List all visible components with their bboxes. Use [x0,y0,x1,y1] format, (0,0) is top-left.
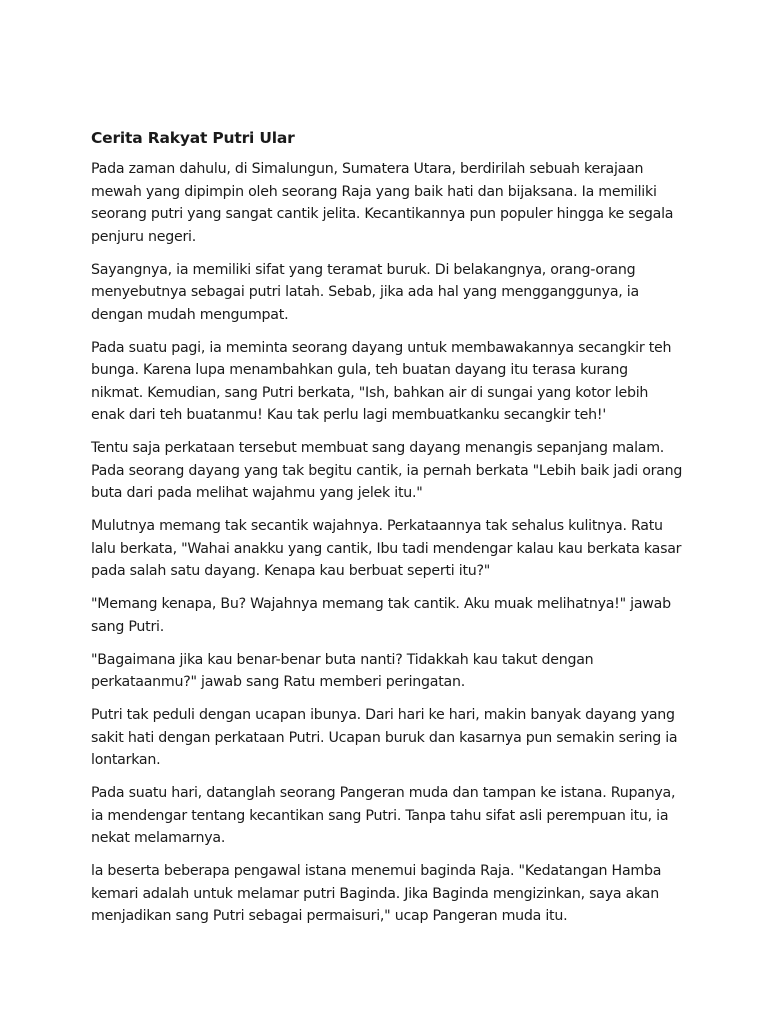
paragraph-7: "Bagaimana jika kau benar-benar buta nanti? Tidakkah kau takut dengan perkataanmu?" jawab sang Ratu memberi peringatan. [91,651,594,690]
document-body [91,127,683,938]
paragraph-6: "Memang kenapa, Bu? Wajahnya memang tak cantik. Aku muak melihatnya!" jawab sang Putri. [91,596,671,635]
paragraph-2: Sayangnya, ia memiliki sifat yang teramat buruk. Di belakangnya, orang-orang menyebutnya sebagai putri latah. Sebab, jika ada hal yang mengganggunya, ia dengan mudah mengumpat. [91,261,639,323]
paragraph-5: Mulutnya memang tak secantik wajahnya. Perkataannya tak sehalus kulitnya. Ratu lalu berkata, "Wahai anakku yang cantik, Ibu tadi mendengar kalau kau berkata kasar pada salah satu dayang. Kenapa kau berbuat seperti itu?" [91,518,682,579]
paragraph-8: Putri tak peduli dengan ucapan ibunya. Dari hari ke hari, makin banyak dayang yang sakit hati dengan perkataan Putri. Ucapan buruk dan kasarnya pun semakin sering ia lontarkan. [91,707,678,768]
document-title: Cerita Rakyat Putri Ular [91,129,295,147]
paragraph-9: Pada suatu hari, datanglah seorang Pangeran muda dan tampan ke istana. Rupanya, ia mendengar tentang kecantikan sang Putri. Tanpa tahu sifat asli perempuan itu, ia nekat melamarnya. [91,785,676,846]
paragraph-4: Tentu saja perkataan tersebut membuat sang dayang menangis sepanjang malam. Pada seorang dayang yang tak begitu cantik, ia pernah berkata "Lebih baik jadi orang buta dari pada melihat wajahmu yang jelek itu." [91,440,683,501]
paragraph-3: Pada suatu pagi, ia meminta seorang dayang untuk membawakannya secangkir teh bunga. Karena lupa menambahkan gula, teh buatan dayang itu terasa kurang nikmat. Kemudian, sang Putri berkata, "Ish, bahkan air di sungai yang kotor lebih enak dari teh buatanmu! Kau tak perlu lagi membuatkanku secangkir teh!' [91,339,672,423]
paragraph-10: la beserta beberapa pengawal istana menemui baginda Raja. "Kedatangan Hamba kemari adalah untuk melamar putri Baginda. Jika Baginda mengizinkan, saya akan menjadikan sang Putri sebagai permaisuri," ucap Pangeran muda itu. [91,863,662,924]
paragraph-1: Pada zaman dahulu, di Simalungun, Sumatera Utara, berdirilah sebuah kerajaan mewah yang dipimpin oleh seorang Raja yang baik hati dan bijaksana. Ia memiliki seorang putri yang sangat cantik jelita. Kecantikannya pun populer hingga ke segala penjuru negeri. [91,161,674,245]
